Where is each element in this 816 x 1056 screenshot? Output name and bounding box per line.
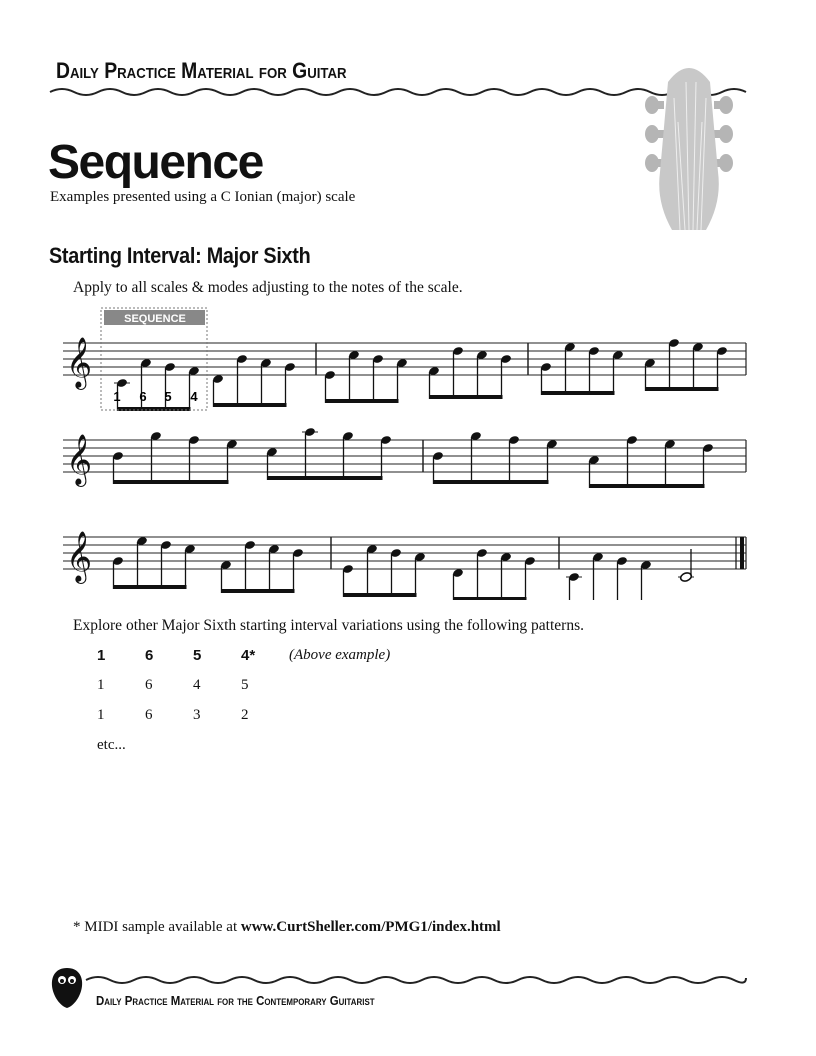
music-notation: [0, 300, 816, 600]
guitar-headstock-icon: [640, 62, 740, 230]
sequence-digit: 5: [164, 389, 172, 404]
note-beam: [326, 399, 399, 403]
header-title: Daily Practice Material for Guitar: [56, 58, 347, 83]
sequence-digit: 4: [190, 389, 198, 404]
sequence-digit: 1: [113, 389, 121, 404]
note-beam: [222, 589, 295, 593]
page-subtitle: Examples presented using a C Ionian (major) scale: [50, 189, 356, 205]
final-bar-thick: [740, 537, 744, 569]
note-beam: [430, 395, 503, 399]
treble-clef-icon: 𝄞: [66, 435, 93, 484]
treble-clef-icon: 𝄞: [66, 532, 93, 581]
sequence-digit: 6: [139, 389, 147, 404]
treble-clef-icon: 𝄞: [66, 338, 93, 387]
instruction-text: Apply to all scales & modes adjusting to the notes of the scale.: [73, 279, 463, 296]
note-beam: [590, 484, 705, 488]
note-beam: [454, 597, 527, 600]
explore-text: Explore other Major Sixth starting interval variations using the following patterns.: [73, 617, 584, 634]
note-beam: [214, 403, 287, 407]
note-beam: [542, 391, 615, 395]
pick-logo-icon: [50, 966, 84, 1010]
note-beam: [434, 480, 549, 484]
note-beam: [646, 387, 719, 391]
sequence-label: SEQUENCE: [124, 313, 186, 325]
midi-link[interactable]: www.CurtSheller.com/PMG1/index.html: [240, 919, 501, 935]
footer-title: Daily Practice Material for the Contemporary Guitarist: [96, 993, 375, 1008]
note-beam: [268, 476, 383, 480]
section-heading: Starting Interval: Major Sixth: [49, 243, 311, 268]
page-title: Sequence: [48, 136, 263, 189]
footnote: * MIDI sample available at www.CurtSheller.com/PMG1/index.html: [73, 919, 501, 935]
note-beam: [114, 480, 229, 484]
note-beam: [114, 585, 187, 589]
note-beam: [344, 593, 417, 597]
etc-text: etc...: [97, 737, 126, 753]
